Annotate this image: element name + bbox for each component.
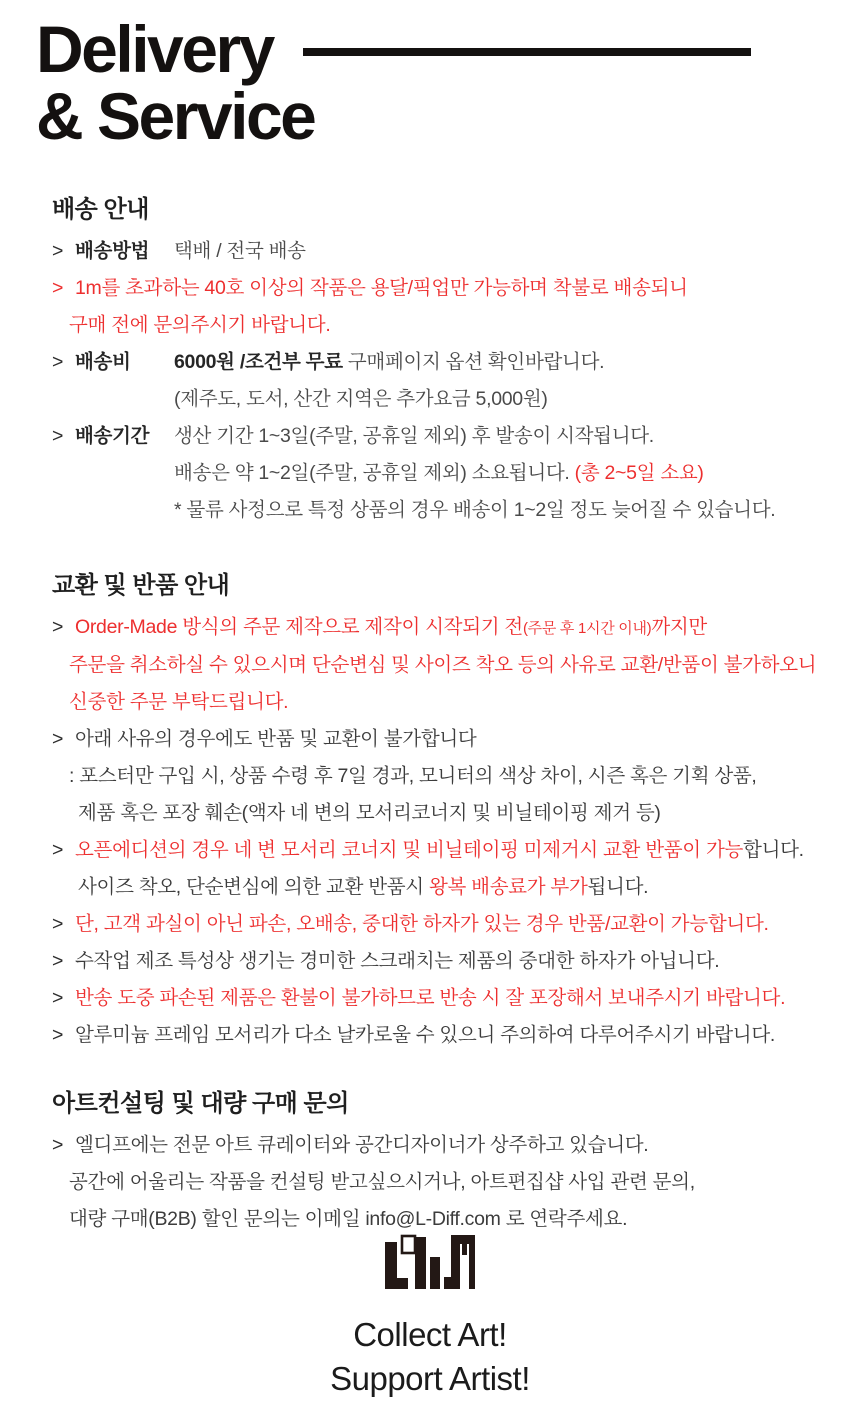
chevron-bullet: >: [52, 727, 64, 750]
exchange-return-heading: 교환 및 반품 안내: [52, 571, 230, 599]
shipping-period-label: 배송기간: [75, 424, 150, 447]
order-made-line1: [52, 609, 820, 647]
no-return-intro: 아래 사유의 경우에도 반품 및 교환이 불가합니다: [75, 727, 477, 750]
consulting-heading: 아트컨설팅 및 대량 구매 문의: [52, 1089, 349, 1117]
shipping-fee-extra: (제주도, 도서, 산간 지역은 추가요금 5,000원): [174, 387, 548, 410]
defect-return-row: [52, 906, 820, 943]
consulting-line2: 공간에 어울리는 작품을 컨설팅 받고싶으시거나, 아트편집샵 사입 관련 문의,: [69, 1170, 695, 1193]
no-return-case2-row: [52, 795, 820, 832]
chevron-bullet: >: [52, 949, 64, 972]
chevron-bullet: >: [52, 276, 64, 299]
shipping-method-row: [52, 233, 820, 270]
scratch-text: 수작업 제조 특성상 생기는 경미한 스크래치는 제품의 중대한 하자가 아닙니다.: [75, 949, 720, 972]
no-return-case1: : 포스터만 구입 시, 상품 수령 후 7일 경과, 모니터의 색상 차이, 시즌 혹은 기획 상품,: [69, 764, 757, 787]
shipping-heading: 배송 안내: [52, 195, 149, 223]
round-trip-fee-text: [78, 869, 648, 906]
oversize-warning-text2: 구매 전에 문의주시기 바랍니다.: [69, 313, 331, 336]
order-made-red1: Order-Made 방식의 주문 제작으로 제작이 시작되기 전: [75, 615, 523, 638]
return-damage-row: [52, 980, 820, 1017]
chevron-bullet: >: [52, 1023, 64, 1046]
shipping-fee-amount: 6000원 /조건부 무료: [174, 350, 343, 373]
order-made-line3: [52, 684, 820, 721]
open-edition-black: 합니다.: [743, 838, 804, 861]
shipping-period-line2-row: [52, 455, 820, 492]
chevron-bullet: >: [52, 838, 64, 861]
aluminum-text: 알루미늄 프레임 모서리가 다소 날카로울 수 있으니 주의하여 다루어주시기 바랍니다.: [75, 1023, 775, 1046]
order-made-cont1: 주문을 취소하실 수 있으시며 단순변심 및 사이즈 착오 등의 사유로 교환/반품이 불가하오니: [69, 653, 817, 676]
ldiff-logo-icon: [385, 1234, 475, 1290]
shipping-fee-extra-row: [52, 381, 820, 418]
shipping-method-label: 배송방법: [75, 239, 150, 262]
shipping-period-line2: [174, 455, 820, 492]
round-trip-fee-row: [52, 869, 820, 906]
order-made-small: (주문 후 1시간 이내): [522, 619, 652, 637]
round-trip-red: 왕복 배송료가 부가: [428, 875, 588, 898]
consulting-line1-row: [52, 1127, 820, 1164]
shipping-period-note-row: [52, 492, 820, 529]
no-return-case2: 제품 혹은 포장 훼손(액자 네 변의 모서리코너지 및 비닐테이핑 제거 등): [78, 801, 661, 824]
no-return-intro-row: [52, 721, 820, 758]
round-trip-black1: 사이즈 착오, 단순변심에 의한 교환 반품시: [78, 875, 429, 898]
slogan-line1: Collect Art!: [353, 1316, 507, 1353]
chevron-bullet: >: [52, 350, 64, 373]
exchange-return-section: [0, 565, 860, 1054]
oversize-warning-line2: [52, 307, 820, 344]
chevron-bullet: >: [52, 912, 64, 935]
return-damage-text: 반송 도중 파손된 제품은 환불이 불가하므로 반송 시 잘 포장해서 보내주시기 바랍니다.: [75, 986, 786, 1009]
consulting-line2-row: [52, 1164, 820, 1201]
shipping-period-line1: 생산 기간 1~3일(주말, 공휴일 제외) 후 발송이 시작됩니다.: [174, 424, 654, 447]
defect-return-text: 단, 고객 과실이 아닌 파손, 오배송, 중대한 하자가 있는 경우 반품/교환이 가능합니다.: [75, 912, 769, 935]
scratch-row: [52, 943, 820, 980]
chevron-bullet: >: [52, 615, 64, 638]
order-made-red2: 까지만: [651, 615, 707, 638]
oversize-warning-line1: [52, 270, 820, 307]
chevron-bullet: >: [52, 1133, 64, 1156]
shipping-period-row: [52, 418, 820, 455]
no-return-case1-row: [52, 758, 820, 795]
shipping-period-note: * 물류 사정으로 특정 상품의 경우 배송이 1~2일 정도 늦어질 수 있습니다.: [174, 498, 776, 521]
oversize-warning-text1: 1m를 초과하는 40호 이상의 작품은 용달/픽업만 가능하며 착불로 배송되니: [75, 276, 688, 299]
chevron-bullet: >: [52, 986, 64, 1009]
footer: [0, 1228, 860, 1401]
page-title: [0, 0, 860, 154]
shipping-period-line2-red: (총 2~5일 소요): [574, 461, 704, 484]
shipping-period-line2-black: 배송은 약 1~2일(주말, 공휴일 제외) 소요됩니다.: [174, 461, 575, 484]
shipping-fee-note: 구매페이지 옵션 확인바랍니다.: [342, 350, 605, 373]
consulting-line1: 엘디프에는 전문 아트 큐레이터와 공간디자이너가 상주하고 있습니다.: [75, 1133, 649, 1156]
order-made-line2: [52, 647, 820, 684]
title-line1: Delivery: [36, 12, 273, 86]
chevron-bullet: >: [52, 424, 64, 447]
consulting-section: [0, 1083, 860, 1238]
round-trip-black2: 됩니다.: [587, 875, 649, 898]
order-made-cont2: 신중한 주문 부탁드립니다.: [69, 690, 289, 713]
footer-slogan: [0, 1313, 860, 1401]
open-edition-red: 오픈에디션의 경우 네 변 모서리 코너지 및 비닐테이핑 미제거시 교환 반품이 가능: [75, 838, 744, 861]
slogan-line2: Support Artist!: [330, 1359, 530, 1397]
title-horizontal-rule: [303, 48, 751, 56]
open-edition-row: [52, 832, 820, 869]
aluminum-row: [52, 1017, 820, 1054]
shipping-fee-value: [174, 344, 820, 381]
shipping-info-section: [0, 189, 860, 529]
shipping-fee-label: 배송비: [75, 350, 131, 373]
consulting-line3: 대량 구매(B2B) 할인 문의는 이메일 info@L-Diff.com 로 연락주세요.: [69, 1207, 628, 1230]
order-made-text: [75, 609, 707, 647]
shipping-fee-row: [52, 344, 820, 381]
title-line2: & Service: [36, 79, 315, 154]
open-edition-text: [75, 832, 804, 869]
shipping-method-value: 택배 / 전국 배송: [174, 239, 306, 262]
chevron-bullet: >: [52, 239, 64, 262]
